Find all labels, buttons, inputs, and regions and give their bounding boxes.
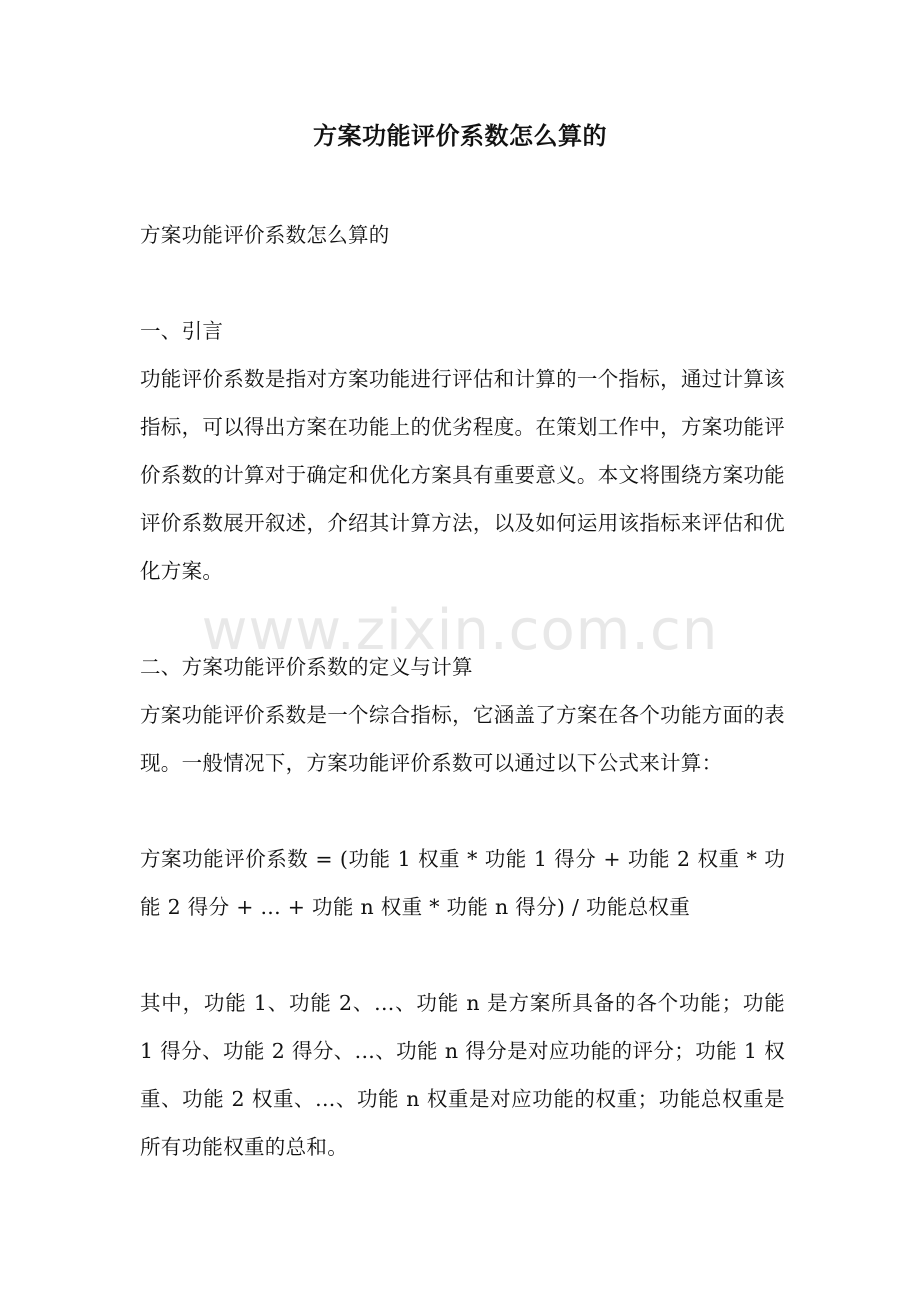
document-subtitle: 方案功能评价系数怎么算的 [140,223,390,247]
section-heading-definition: 二、方案功能评价系数的定义与计算 [140,655,473,679]
section-body-introduction: 功能评价系数是指对方案功能进行评估和计算的一个指标，通过计算该指标，可以得出方案在功能上的优劣程度。在策划工作中，方案功能评价系数的计算对于确定和优化方案具有重要意义。本文将围绕方案功能评价系数展开叙述，介绍其计算方法，以及如何运用该指标来评估和优化方案。 [140,367,785,583]
section-body-definition: 方案功能评价系数是一个综合指标，它涵盖了方案在各个功能方面的表现。一般情况下，方案功能评价系数可以通过以下公式来计算： [140,703,785,775]
formula-paragraph: 方案功能评价系数 = (功能 1 权重 * 功能 1 得分 + 功能 2 权重 * 功能 2 得分 + ... + 功能 n 权重 * 功能 n 得分) / 功能总权重 [140,847,785,919]
section-heading-introduction: 一、引言 [140,319,224,343]
document-title: 方案功能评价系数怎么算的 [313,121,607,150]
explanation-paragraph: 其中，功能 1、功能 2、...、功能 n 是方案所具备的各个功能；功能 1 得分、功能 2 得分、...、功能 n 得分是对应功能的评分；功能 1 权重、功能 2 权重、...、功能 n 权重是对应功能的权重；功能总权重是所有功能权重的总和。 [140,991,785,1159]
watermark-text: www.zixin.com.cn [201,598,719,663]
